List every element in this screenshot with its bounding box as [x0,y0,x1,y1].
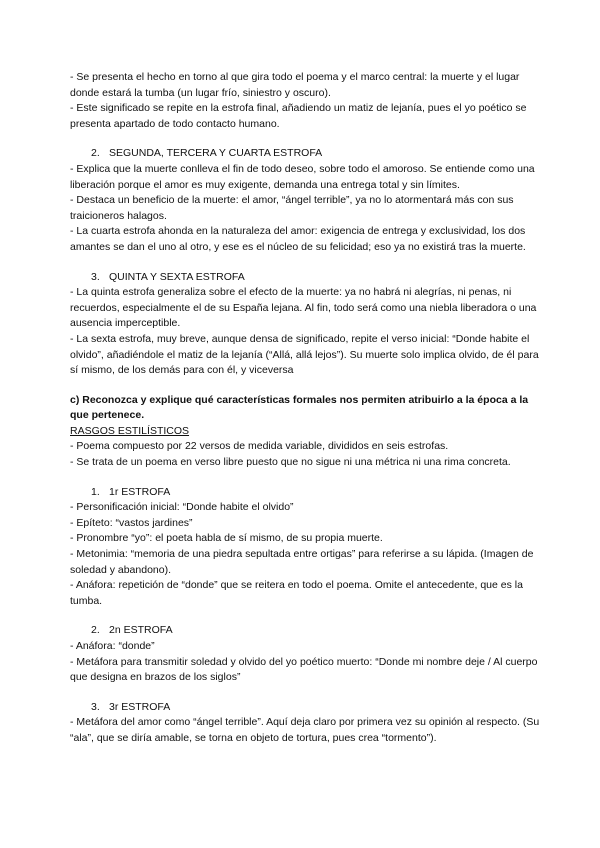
section-heading: 3. 3r ESTROFA [91,700,171,713]
section-heading: 2. 2n ESTROFA [91,624,173,637]
bullet-paragraph: - Metonimia: “memoria de una piedra sepultada entre ortigas” para referirse a su lápida. (Imagen de soledad y abandono). [70,548,534,576]
section-heading: 2. SEGUNDA, TERCERA Y CUARTA ESTROFA [91,147,323,160]
bullet-paragraph: - Se presenta el hecho en torno al que gira todo el poema y el marco central: la muerte y el lugar donde estará la tumba (un lugar frío, siniestro y oscuro). [70,71,520,99]
bullet-paragraph: - Personificación inicial: “Donde habite el olvido” [70,501,294,514]
bullet-paragraph: - La quinta estrofa generaliza sobre el efecto de la muerte: ya no habrá ni alegrías, ni penas, ni recuerdos, especialmente el de su España lejana. Al fin, todo será como una niebla liberadora o una ausencia imperceptible. [70,286,537,330]
section-heading: 3. QUINTA Y SEXTA ESTROFA [91,270,245,283]
bullet-paragraph: - Anáfora: “donde” [70,640,155,652]
question-heading: c) Reconozca y explique qué características formales nos permiten atribuirlo a la época a la que pertenece. [70,393,529,422]
bullet-paragraph: - Pronombre “yo”: el poeta habla de sí mismo, de su propia muerte. [70,532,383,545]
document-body [70,70,540,747]
bullet-paragraph: - La sexta estrofa, muy breve, aunque densa de significado, repite el verso inicial: “Donde habite el olvido”, añadiéndole el matiz de la lejanía (“Allá, allá lejos”). Su muerte solo implica olvido, de él para sí mismo, de los demás para con él, y viceversa [70,332,539,377]
bullet-paragraph: - Metáfora para transmitir soledad y olvido del yo poético muerto: “Donde mi nombre deje / Al cuerpo que designa en brazos de los siglos” [70,655,538,684]
bullet-paragraph: - Metáfora del amor como “ángel terrible”. Aquí deja claro por primera vez su opinión al respecto. (Su “ala”, que se diría amable, se torna en objeto de tortura, pues crea “tormento”). [70,716,540,744]
bullet-paragraph: - Anáfora: repetición de “donde” que se reitera en todo el poema. Omite el antecedente, que es la tumba. [70,579,523,607]
bullet-paragraph: - La cuarta estrofa ahonda en la naturaleza del amor: exigencia de entrega y exclusividad, los dos amantes se dan el uno al otro, y ese es el núcleo de su felicidad; eso ya no existirá tras la muerte. [70,225,526,253]
subsection-title: RASGOS ESTILÍSTICOS [70,424,190,437]
bullet-paragraph: - Este significado se repite en la estrofa final, añadiendo un matiz de lejanía, pues el yo poético se presenta apartado de todo contacto humano. [70,102,527,130]
bullet-paragraph: - Epíteto: “vastos jardines” [70,516,193,529]
section-heading: 1. 1r ESTROFA [91,485,171,498]
bullet-paragraph: - Destaca un beneficio de la muerte: el amor, “ángel terrible”, ya no lo atormentará más con sus traicioneros halagos. [70,194,514,222]
bullet-paragraph: - Se trata de un poema en verso libre puesto que no sigue ni una métrica ni una rima concreta. [70,456,511,469]
bullet-paragraph: - Poema compuesto por 22 versos de medida variable, divididos en seis estrofas. [70,440,449,453]
bullet-paragraph: - Explica que la muerte conlleva el fin de todo deseo, sobre todo el amoroso. Se entiende como una liberación porque el amor es muy exigente, demanda una entrega total y sin límites. [70,162,535,191]
